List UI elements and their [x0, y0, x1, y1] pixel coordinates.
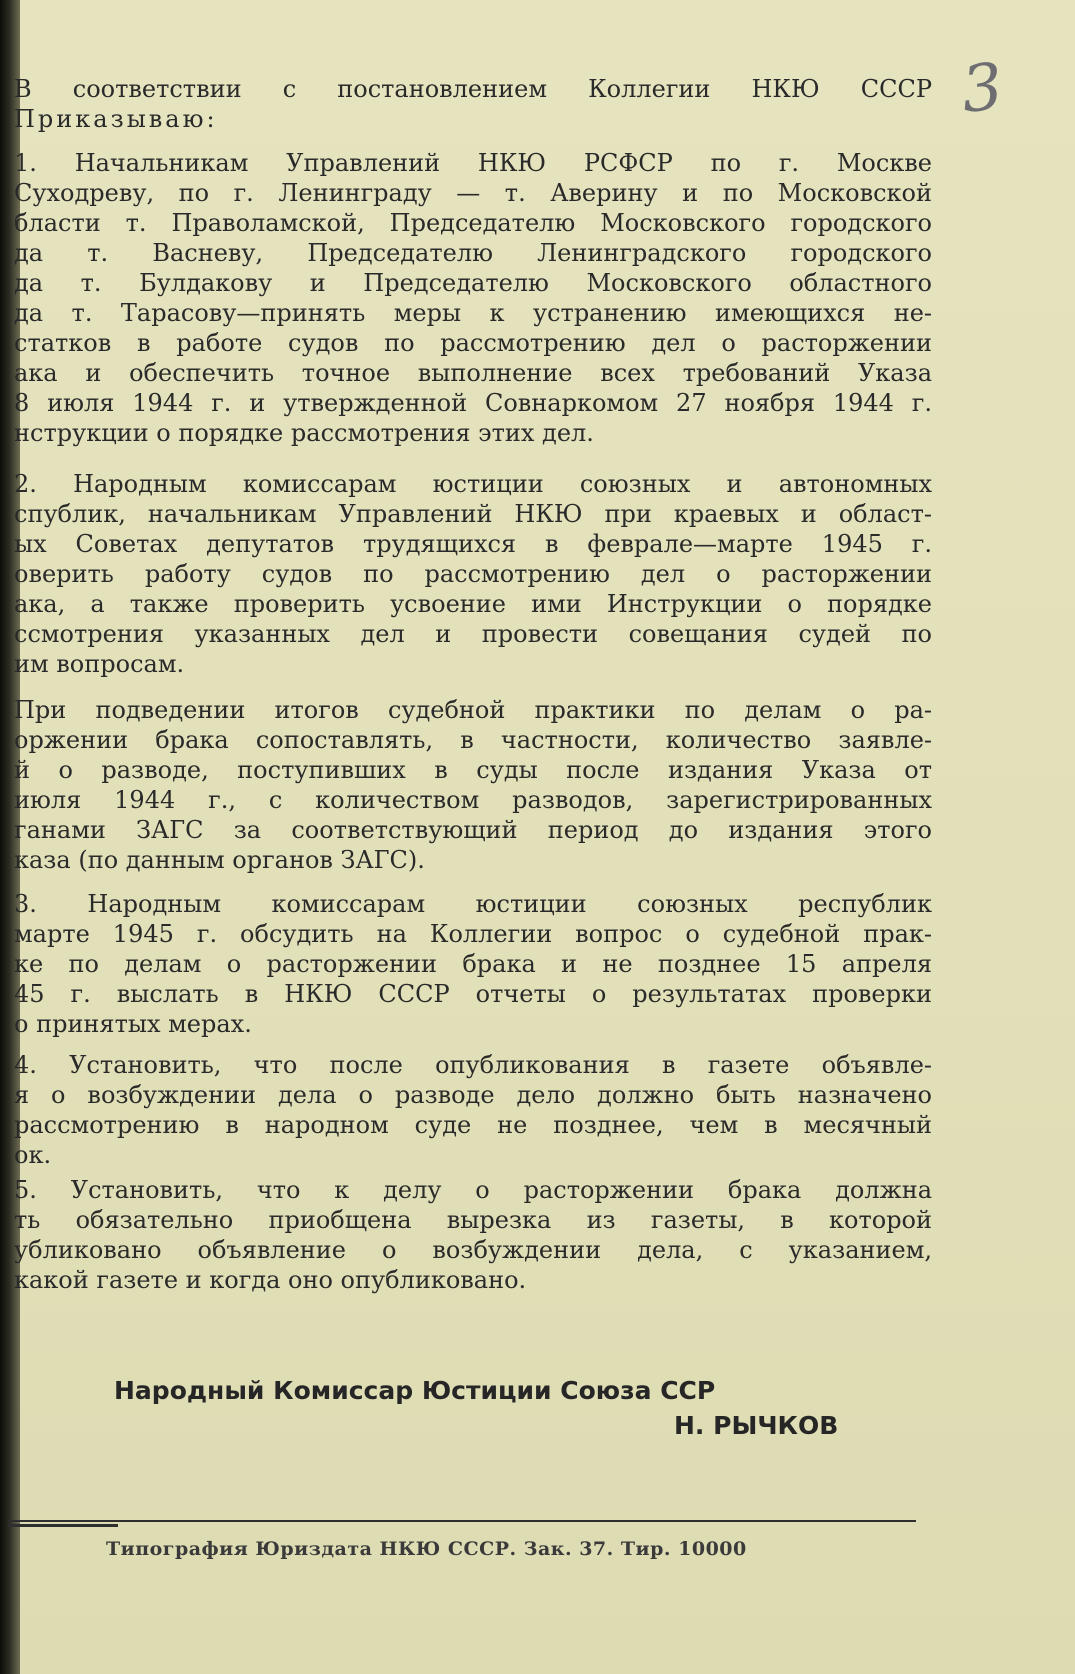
signatory-name: Н. РЫЧКОВ [674, 1411, 839, 1440]
text-line: 45 г. выслать в НКЮ СССР отчеты о результатах проверки [14, 980, 932, 1008]
text-line: убликовано объявление о возбуждении дела, с указанием, [14, 1236, 932, 1264]
text-line: 8 июля 1944 г. и утвержденной Совнаркомом 27 ноября 1944 г. [14, 389, 932, 417]
text-line: о принятых мерах. [14, 1010, 252, 1038]
text-line: июля 1944 г., с количеством разводов, зарегистрированных [14, 786, 932, 814]
text-line: 1. Начальникам Управлений НКЮ РСФСР по г. Москве [14, 149, 932, 177]
footer-rule-accent [8, 1524, 118, 1527]
text-line: нструкции о порядке рассмотрения этих дел. [14, 419, 594, 447]
text-line: ганами ЗАГС за соответствующий период до издания этого [14, 816, 932, 844]
text-line: 4. Установить, что после опубликования в газете объявле- [14, 1051, 932, 1079]
text-line: 3. Народным комиссарам юстиции союзных республик [14, 890, 932, 918]
text-line: ака и обеспечить точное выполнение всех требований Указа [14, 359, 932, 387]
text-line: ых Советах депутатов трудящихся в феврале—марте 1945 г. [14, 530, 932, 558]
text-line: статков в работе судов по рассмотрению дел о расторжении [14, 329, 932, 357]
text-line: бласти т. Праволамской, Председателю Московского городского [14, 209, 932, 237]
text-line: ака, а также проверить усвоение ими Инструкции о порядке [14, 590, 932, 618]
text-line: 5. Установить, что к делу о расторжении брака должна [14, 1176, 932, 1204]
text-line: Приказываю: [14, 105, 218, 133]
text-line: какой газете и когда оно опубликовано. [14, 1266, 527, 1294]
text-line: да т. Тарасову—принять меры к устранению имеющихся не- [14, 299, 932, 327]
text-line: каза (по данным органов ЗАГС). [14, 846, 425, 874]
text-line: оверить работу судов по рассмотрению дел о расторжении [14, 560, 932, 588]
text-line: 2. Народным комиссарам юстиции союзных и автономных [14, 470, 932, 498]
text-line: При подведении итогов судебной практики по делам о ра- [14, 696, 932, 724]
text-line: им вопросам. [14, 650, 185, 678]
text-line: ссмотрения указанных дел и провести совещания судей по [14, 620, 932, 648]
text-line: й о разводе, поступивших в суды после издания Указа от [14, 756, 932, 784]
text-line: ть обязательно приобщена вырезка из газеты, в которой [14, 1206, 932, 1234]
text-line: Суходреву, по г. Ленинграду — т. Аверину и по Московской [14, 179, 932, 207]
text-line: я о возбуждении дела о разводе дело должно быть назначено [14, 1081, 932, 1109]
signatory-title: Народный Комиссар Юстиции Союза ССР [114, 1376, 716, 1405]
text-line: В соответствии с постановлением Коллегии НКЮ СССР [14, 75, 932, 103]
text-line: спублик, начальникам Управлений НКЮ при краевых и област- [14, 500, 932, 528]
text-line: ок. [14, 1141, 52, 1169]
text-line: ке по делам о расторжении брака и не позднее 15 апреля [14, 950, 932, 978]
text-line: оржении брака сопоставлять, в частности, количество заявле- [14, 726, 932, 754]
footer-rule [8, 1520, 916, 1522]
text-line: да т. Васневу, Председателю Ленинградского городского [14, 239, 932, 267]
printer-imprint: Типография Юриздата НКЮ СССР. Зак. 37. Тир. 10000 [106, 1538, 747, 1560]
text-line: рассмотрению в народном суде не позднее, чем в месячный [14, 1111, 932, 1139]
folio-number: 3 [958, 50, 1007, 128]
text-line: да т. Булдакову и Председателю Московского областного [14, 269, 932, 297]
text-line: марте 1945 г. обсудить на Коллегии вопрос о судебной прак- [14, 920, 932, 948]
